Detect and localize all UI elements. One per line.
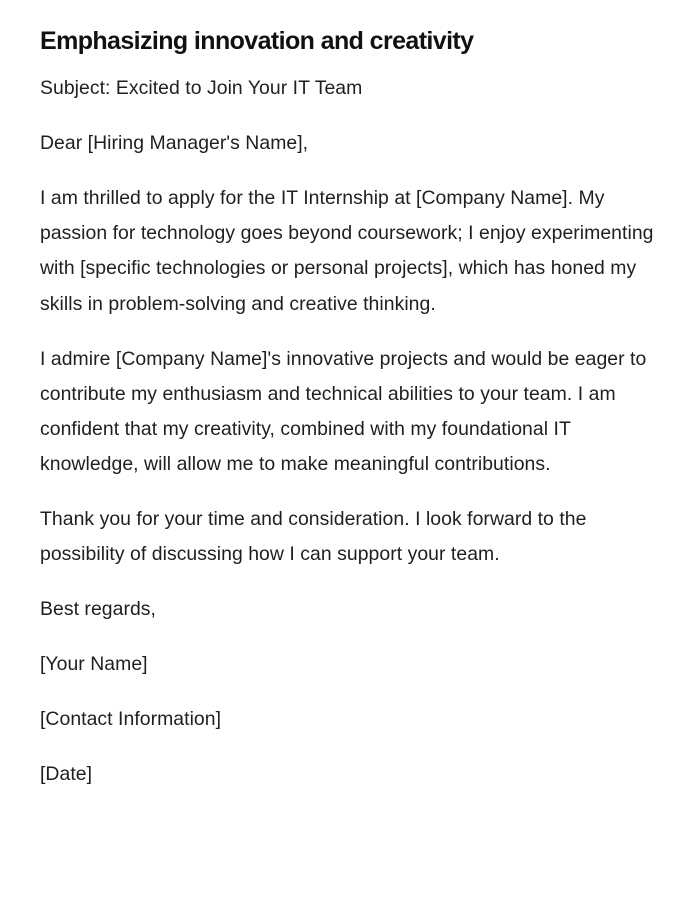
contact-information: [Contact Information] xyxy=(40,708,222,731)
closing-line: Best regards, xyxy=(40,598,156,621)
salutation: Dear [Hiring Manager's Name], xyxy=(40,132,309,154)
body-paragraph-intro: I am thrilled to apply for the IT Internship at [Company Name]. My passion for technology goes beyond coursework; I enjoy experimenting with [specific technologies or personal projects], which has honed my skills in problem-solving and creative thinking. xyxy=(40,187,654,315)
letter-date: [Date] xyxy=(40,763,93,786)
body-paragraph-thanks: Thank you for your time and consideration. I look forward to the possibility of discussing how I can support your team. xyxy=(40,508,587,566)
document-title: Emphasizing innovation and creativity xyxy=(40,27,474,55)
body-paragraph-admiration: I admire [Company Name]'s innovative projects and would be eager to contribute my enthusiasm and technical abilities to your team. I am confident that my creativity, combined with my foundational IT knowledge, will allow me to make meaningful contributions. xyxy=(40,347,647,476)
signature-name: [Your Name] xyxy=(40,653,148,676)
subject-line: Subject: Excited to Join Your IT Team xyxy=(40,77,363,99)
